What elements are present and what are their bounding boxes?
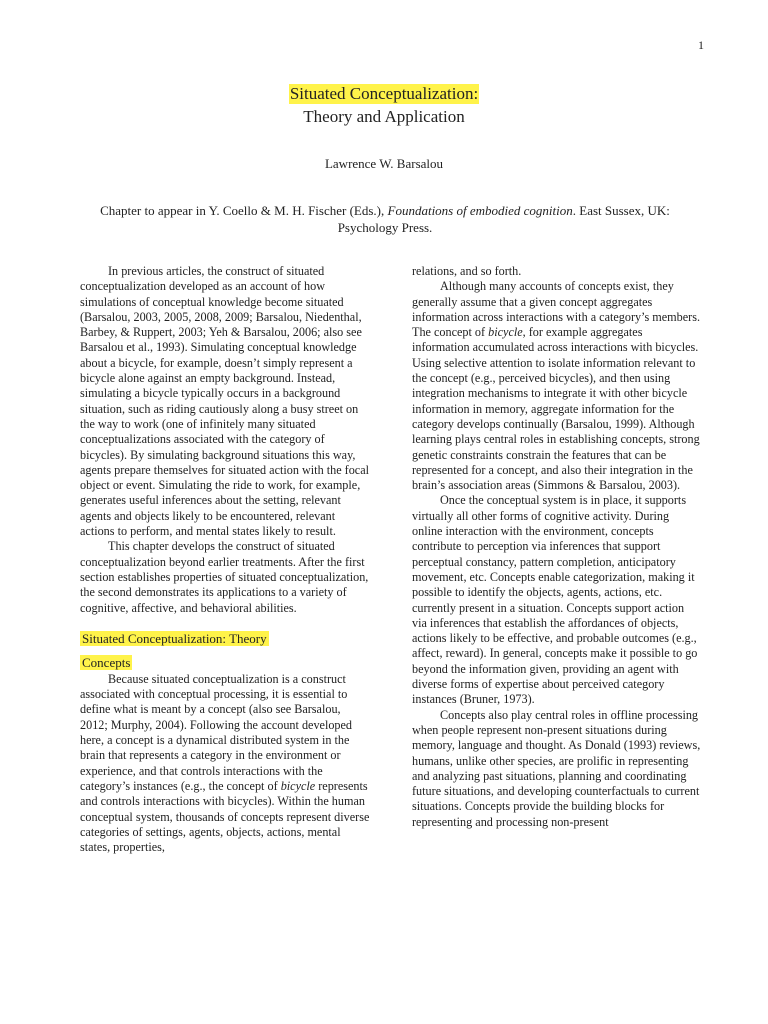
left-paragraph-3-after: represents and controls interactions with bicycles). Within the human conceptual system, thousands of concepts represent diverse categories of settings, agents, objects, actions, mental states, properties, [80,778,370,855]
right-paragraph-1 [412,279,702,493]
author: Lawrence W. Barsalou [324,156,444,171]
chapter-note-after: . East Sussex, UK: Psychology Press. [337,203,670,235]
right-paragraph-1-after: , for example aggregates information accumulated across interactions with bicycles. Using selective attention to isolate information relevant to the concept (e.g., perceived bicycles), and then using integration mechanisms to integrate it with other bicycle information in memory, aggregate information for the category develops continually (Barsalou, 1999). Although learning plays central roles in establishing concepts, strong genetic constraints constrain the features that can be represented for a concept, and also their integration in the brain’s association areas (Simmons & Barsalou, 2003). [412,325,700,493]
title-line-1-wrap [0,84,768,104]
sub-heading [80,654,370,672]
right-paragraph-1-before: Although many accounts of concepts exist, they generally assume that a given concept aggregates information across interactions with a category’s members. The concept of [412,279,701,340]
right-paragraph-1-italic: bicycle [488,325,523,340]
chapter-note-book: Foundations of embodied cognition [387,203,573,218]
title-block [0,84,768,128]
section-heading-text: Situated Conceptualization: Theory [82,630,267,646]
left-column [80,264,370,855]
left-paragraph-3-italic: bicycle [280,778,316,793]
right-column [412,264,702,830]
left-paragraph-3-before: Because situated conceptualization is a construct associated with conceptual processing, it is essential to define what is meant by a concept (also see Barsalou, 2012; Murphy, 2004). Following the account developed here, a concept is a dynamical distributed system in the brain that represents a category in the environment or experience, and that controls interactions with the category’s instances (e.g., the concept of [80,671,353,793]
title-line-1: Situated Conceptualization: [289,84,479,103]
chapter-note [88,202,682,236]
left-paragraph-3 [80,672,370,856]
left-paragraph-2: This chapter develops the construct of situated conceptualization beyond earlier treatments. After the first section establishes properties of situated conceptualization, the second demonstrates its applications to a variety of cognitive, affective, and behavioral abilities. [80,539,369,615]
section-heading [80,630,370,648]
chapter-note-before: Chapter to appear in Y. Coello & M. H. Fischer (Eds.), [100,203,388,218]
title-line-2: Theory and Application [303,107,465,126]
right-paragraph-2: Once the conceptual system is in place, it supports virtually all other forms of cognitive activity. During online interaction with the environment, concepts contribute to perception via inferences that support perceptual constancy, pattern completion, anticipatory movement, etc. Concepts enable categorization, making it possible to identify the objects, agents, actions, etc. currently present in a situation. Concepts support action via inferences that establish the affordances of objects, actions likely to be effective, and probable outcomes (e.g., affect, reward). In general, concepts make it possible to go beyond the information given, providing an agent with diverse forms of expertise about perceived category instances (Bruner, 1973). [412,493,698,707]
left-paragraph-1: In previous articles, the construct of situated conceptualization developed as an account of how simulations of conceptual knowledge become situated (Barsalou, 2003, 2005, 2008, 2009; Barsalou, Niedenthal, Barbey, & Ruppert, 2003; Yeh & Barsalou, 2006; also see Barsalou et al., 1993). Simulating conceptual knowledge about a bicycle, for example, doesn’t simply represent a bicycle alone against an empty background. Instead, simulating a bicycle typically occurs in a background situation, such as riding cautiously along a busy street on the way to work (one of infinitely many situated conceptualizations associated with the category of bicycles). By simulating background situations this way, agents prepare themselves for situated action with the focal object or event. Simulating the ride to work, for example, generates useful inferences about the setting, relevant agents and objects likely to be encountered, relevant actions to perform, and mental states likely to result. [80,264,370,539]
sub-heading-text: Concepts [82,654,131,670]
right-paragraph-0: relations, and so forth. [412,264,522,278]
page-number: 1 [698,38,704,52]
right-paragraph-3: Concepts also play central roles in offline processing when people represent non-present situations during memory, language and thought. As Donald (1993) reviews, humans, unlike other species, are prolific in representing and analyzing past situations, planning and coordinating future situations, and developing counterfactuals to current situations. Concepts provide the building blocks for representing and processing non-present [412,707,701,829]
